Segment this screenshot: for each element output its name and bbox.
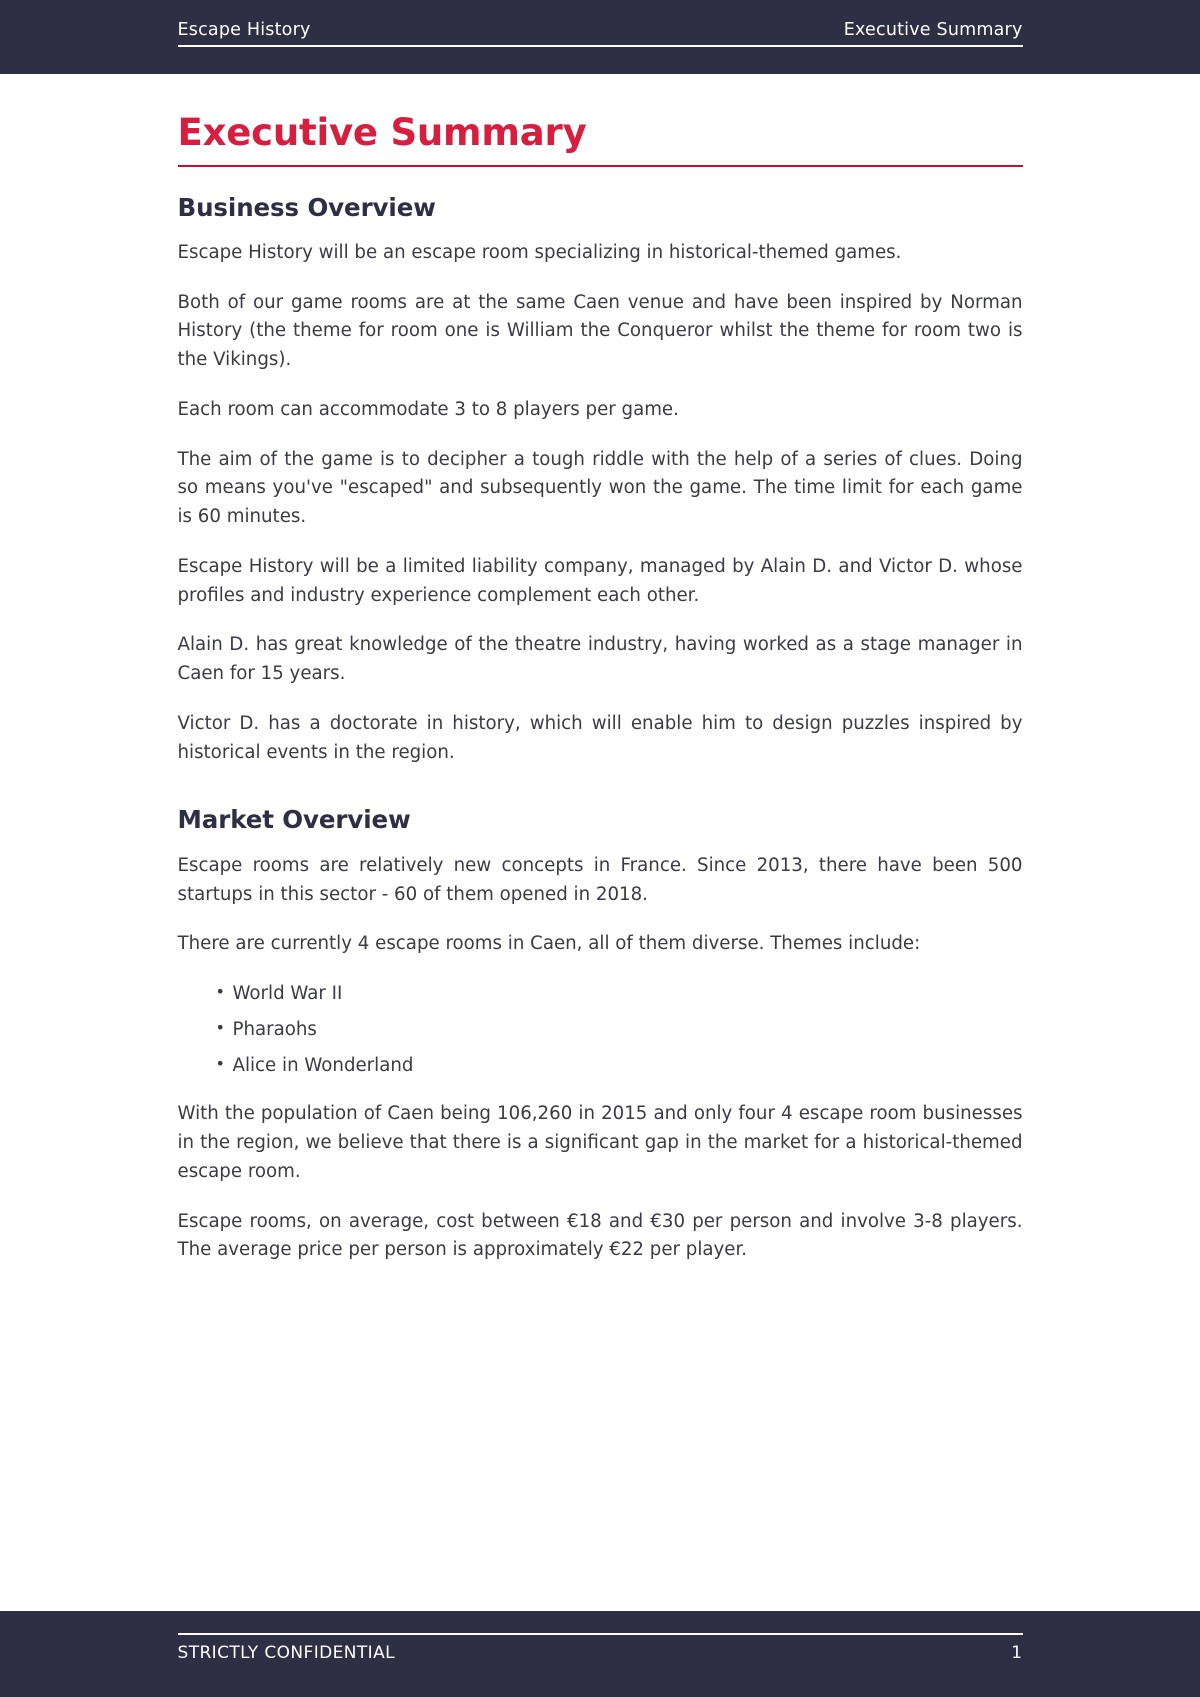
page-header — [0, 0, 1200, 74]
page-footer — [0, 1611, 1200, 1697]
paragraph: Escape rooms are relatively new concepts in France. Since 2013, there have been 500 startups in this sector - 60 of them opened in 2018. — [177, 854, 1023, 905]
page-number: 1 — [1011, 1643, 1023, 1663]
list-item: • Alice in Wonderland — [216, 1052, 1023, 1081]
header-rule-container — [178, 20, 1023, 47]
paragraph: Each room can accommodate 3 to 8 players per game. — [177, 398, 679, 420]
page-body — [0, 74, 1200, 1611]
paragraph: Escape rooms, on average, cost between €18 and €30 per person and involve 3-8 players. The average price per person is approximately €22 per player. — [177, 1210, 1023, 1261]
list-item: • World War II — [216, 980, 1023, 1009]
page-title: Executive Summary — [178, 112, 1023, 167]
header-section-name: Executive Summary — [843, 20, 1023, 40]
paragraph: Escape History will be a limited liability company, managed by Alain D. and Victor D. whose profiles and industry experience complement each other. — [177, 555, 1023, 606]
paragraph: There are currently 4 escape rooms in Caen, all of them diverse. Themes include: — [177, 933, 921, 955]
section-heading-business-overview: Business Overview — [177, 192, 436, 222]
paragraph: Both of our game rooms are at the same Caen venue and have been inspired by Norman History (the theme for room one is William the Conqueror whilst the theme for room two is the Vikings). — [177, 291, 1023, 371]
content-column — [178, 112, 1023, 1611]
paragraph: Victor D. has a doctorate in history, which will enable him to design puzzles inspired by historical events in the region. — [177, 712, 1023, 763]
section-heading-market-overview: Market Overview — [177, 805, 411, 835]
paragraph: With the population of Caen being 106,260 in 2015 and only four 4 escape room businesses in the region, we believe that there is a significant gap in the market for a historical-themed escape room. — [177, 1103, 1023, 1182]
footer-rule-container — [178, 1633, 1023, 1663]
header-document-name: Escape History — [177, 20, 311, 40]
paragraph: The aim of the game is to decipher a tough riddle with the help of a series of clues. Doing so means you've "escaped" and subsequently won the game. The time limit for each game is 60 minutes. — [177, 448, 1023, 528]
theme-list — [178, 980, 1023, 1080]
paragraph: Escape History will be an escape room specializing in historical-themed games. — [177, 241, 902, 263]
list-item: • Pharaohs — [216, 1016, 1023, 1045]
paragraph: Alain D. has great knowledge of the theatre industry, having worked as a stage manager in Caen for 15 years. — [177, 634, 1023, 685]
confidentiality-notice: STRICTLY CONFIDENTIAL — [177, 1643, 395, 1663]
